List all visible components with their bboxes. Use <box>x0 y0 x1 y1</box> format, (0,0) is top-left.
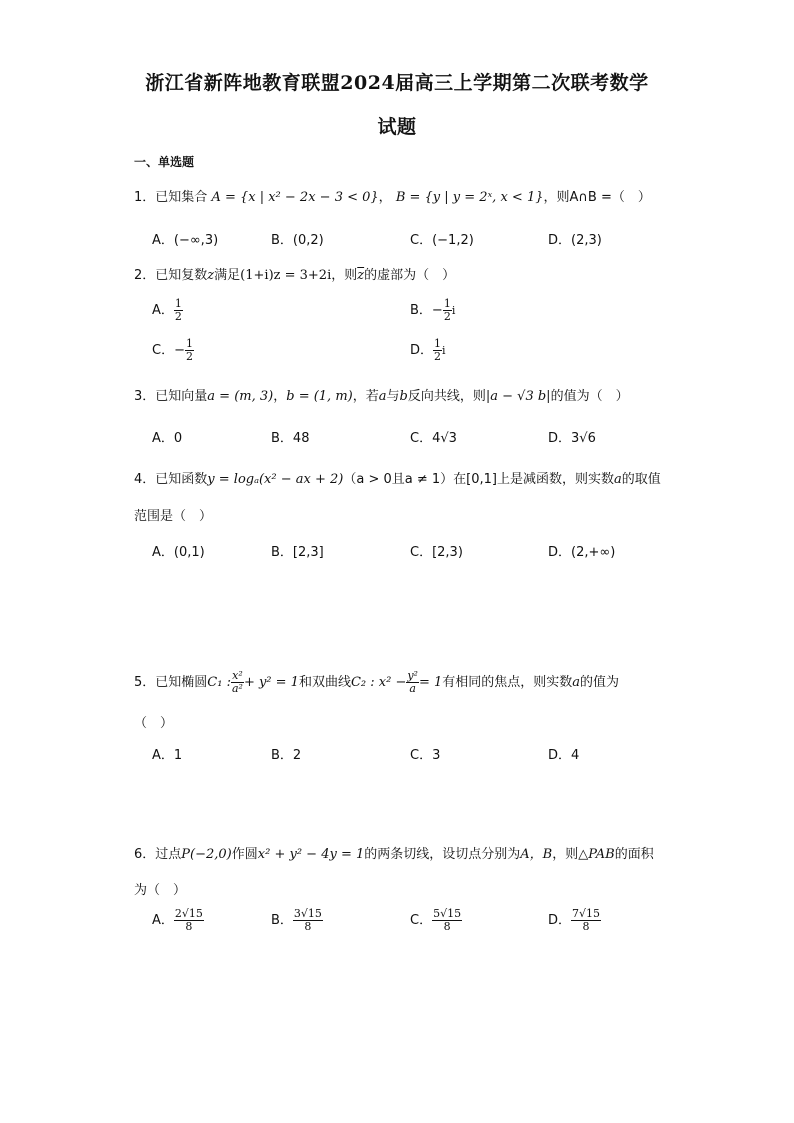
option-a[interactable]: A．0 <box>152 431 183 446</box>
question-text: ，则 <box>331 268 358 283</box>
vector-b: b = (1, m) <box>286 389 353 404</box>
fraction <box>406 670 419 695</box>
option-label: C． <box>410 913 433 928</box>
numerator: y² <box>407 669 418 682</box>
imaginary-unit: i <box>442 344 446 357</box>
tangent-points: A，B <box>520 847 553 862</box>
page-title-line2: 试题 <box>377 116 417 138</box>
option-d[interactable]: D．4 <box>548 748 580 763</box>
numerator: 7√15 <box>572 907 601 920</box>
option-b[interactable]: B．[2,3] <box>271 545 324 560</box>
option-b[interactable]: B．2 <box>271 748 302 763</box>
option-b[interactable]: B．(0,2) <box>271 233 324 248</box>
page-title: 浙江省新阵地教育联盟2024届高三上学期第二次联考数学 <box>145 72 649 94</box>
question-1 <box>134 186 651 205</box>
numerator: 2√15 <box>174 907 203 920</box>
question-text: 已知集合 <box>155 190 208 205</box>
question-6 <box>134 843 654 862</box>
set-b: B = {y | y = 2ˣ, x < 1} <box>395 190 544 205</box>
question-number: 3． <box>134 389 156 404</box>
option-a[interactable]: A．1 <box>152 748 183 763</box>
ellipse-label: C₁ : <box>207 675 231 690</box>
numerator: 1 <box>434 337 442 350</box>
question-text: 的值为 <box>580 675 620 690</box>
option-a[interactable] <box>152 298 183 323</box>
option-d[interactable]: D．3√6 <box>548 431 596 446</box>
question-number: 6． <box>134 847 156 862</box>
question-5-line2: （ ） <box>134 716 174 731</box>
conjugate-z: $\overline{z}$ <box>357 268 365 283</box>
function-expression: y = logₐ(x² − ax + 2) <box>207 472 344 487</box>
hyperbola-label: C₂ : x² − <box>350 675 407 690</box>
numerator: 5√15 <box>433 907 462 920</box>
vector-a: a = (m, 3) <box>207 389 274 404</box>
denominator: 8 <box>582 920 590 933</box>
denominator: 2 <box>185 350 193 363</box>
option-b[interactable] <box>271 908 323 933</box>
question-text: 满足 <box>214 268 241 283</box>
question-text: 的值为（ ） <box>550 389 629 404</box>
question-text: 已知函数 <box>155 472 208 487</box>
numerator: 1 <box>174 297 182 310</box>
condition: （a > 0且a ≠ 1） <box>343 472 454 487</box>
question-text: 和双曲线 <box>298 675 351 690</box>
numerator: 1 <box>185 337 193 350</box>
option-label: D． <box>410 343 434 358</box>
option-d[interactable] <box>410 338 446 363</box>
point-p: P(−2,0) <box>181 847 232 862</box>
denominator: 2 <box>434 350 442 363</box>
option-c[interactable]: C．4√3 <box>410 431 457 446</box>
fraction <box>185 338 194 363</box>
question-text: 的虚部为（ ） <box>364 268 456 283</box>
question-number: 4． <box>134 472 156 487</box>
denominator: 2 <box>174 310 182 323</box>
fraction <box>174 298 183 323</box>
fraction <box>432 908 462 933</box>
question-text: 与 <box>386 389 400 404</box>
variable-z: z <box>207 268 215 283</box>
fraction <box>433 338 442 363</box>
expression: |a − √3 b| <box>485 389 551 404</box>
question-number: 1． <box>134 190 156 205</box>
separator: ， <box>273 389 287 404</box>
denominator: 8 <box>304 920 312 933</box>
option-a[interactable]: A．(−∞,3) <box>152 233 219 248</box>
fraction <box>174 908 204 933</box>
question-4-line2: 范围是（ ） <box>134 509 213 524</box>
question-text: 的两条切线，设切点分别为 <box>364 847 521 862</box>
option-c[interactable] <box>152 338 194 363</box>
vector-a-symbol: a <box>378 389 387 404</box>
option-c[interactable]: C．(−1,2) <box>410 233 474 248</box>
option-d[interactable]: D．(2,+∞) <box>548 545 616 560</box>
numerator: 3√15 <box>293 907 322 920</box>
option-c[interactable] <box>410 908 462 933</box>
ellipse-equation: + y² = 1 <box>243 675 299 690</box>
option-b[interactable] <box>410 298 455 323</box>
option-c[interactable]: C．3 <box>410 748 441 763</box>
option-a[interactable]: A．(0,1) <box>152 545 205 560</box>
question-text: 已知复数 <box>155 268 208 283</box>
variable-a: a <box>613 472 622 487</box>
question-3 <box>134 385 629 404</box>
option-label: B． <box>271 913 293 928</box>
option-c[interactable]: C．[2,3) <box>410 545 463 560</box>
option-label: D． <box>548 913 572 928</box>
question-text: 的取值 <box>621 472 661 487</box>
question-5 <box>134 670 619 695</box>
option-d[interactable]: D．(2,3) <box>548 233 602 248</box>
fraction <box>231 670 244 695</box>
vector-b-symbol: b <box>399 389 408 404</box>
question-text: ，若 <box>352 389 379 404</box>
option-label: A． <box>152 303 174 318</box>
question-text: 过点 <box>155 847 182 862</box>
question-text: 作圆 <box>231 847 258 862</box>
question-4 <box>134 468 661 487</box>
question-text: 有相同的焦点，则实数 <box>442 675 573 690</box>
denominator: a² <box>231 682 243 695</box>
fraction <box>293 908 323 933</box>
option-a[interactable] <box>152 908 204 933</box>
option-label: A． <box>152 913 174 928</box>
option-label: C．− <box>152 343 185 358</box>
question-text: 在[0,1]上是减函数，则实数 <box>453 472 614 487</box>
hyperbola-equation: = 1 <box>418 675 443 690</box>
variable-a: a <box>572 675 581 690</box>
triangle-label: △PAB <box>578 847 615 862</box>
question-text: 的面积 <box>614 847 654 862</box>
question-number: 2． <box>134 268 156 283</box>
question-number: 5． <box>134 675 156 690</box>
numerator: 1 <box>443 297 451 310</box>
denominator: 8 <box>443 920 451 933</box>
question-text: 已知椭圆 <box>155 675 208 690</box>
separator: ， <box>378 190 392 205</box>
question-text: ，则 <box>552 847 579 862</box>
section-heading: 一、单选题 <box>134 155 195 169</box>
option-b[interactable]: B．48 <box>271 431 310 446</box>
set-a: A = {x | x² − 2x − 3 < 0} <box>211 190 379 205</box>
option-d[interactable] <box>548 908 601 933</box>
fraction <box>443 298 452 323</box>
denominator: a <box>409 682 416 695</box>
denominator: 2 <box>443 310 451 323</box>
denominator: 8 <box>185 920 193 933</box>
question-text: ，则A∩B =（ ） <box>543 190 651 205</box>
question-text: 已知向量 <box>155 389 208 404</box>
question-text: 反向共线，则 <box>407 389 486 404</box>
fraction <box>571 908 601 933</box>
question-6-line2: 为（ ） <box>134 883 187 898</box>
option-label: B．− <box>410 303 443 318</box>
imaginary-unit: i <box>451 304 456 317</box>
numerator: x² <box>232 669 243 682</box>
circle-equation: x² + y² − 4y = 1 <box>257 847 365 862</box>
equation: (1+i)z = 3+2i <box>240 268 332 283</box>
question-2 <box>134 264 455 283</box>
